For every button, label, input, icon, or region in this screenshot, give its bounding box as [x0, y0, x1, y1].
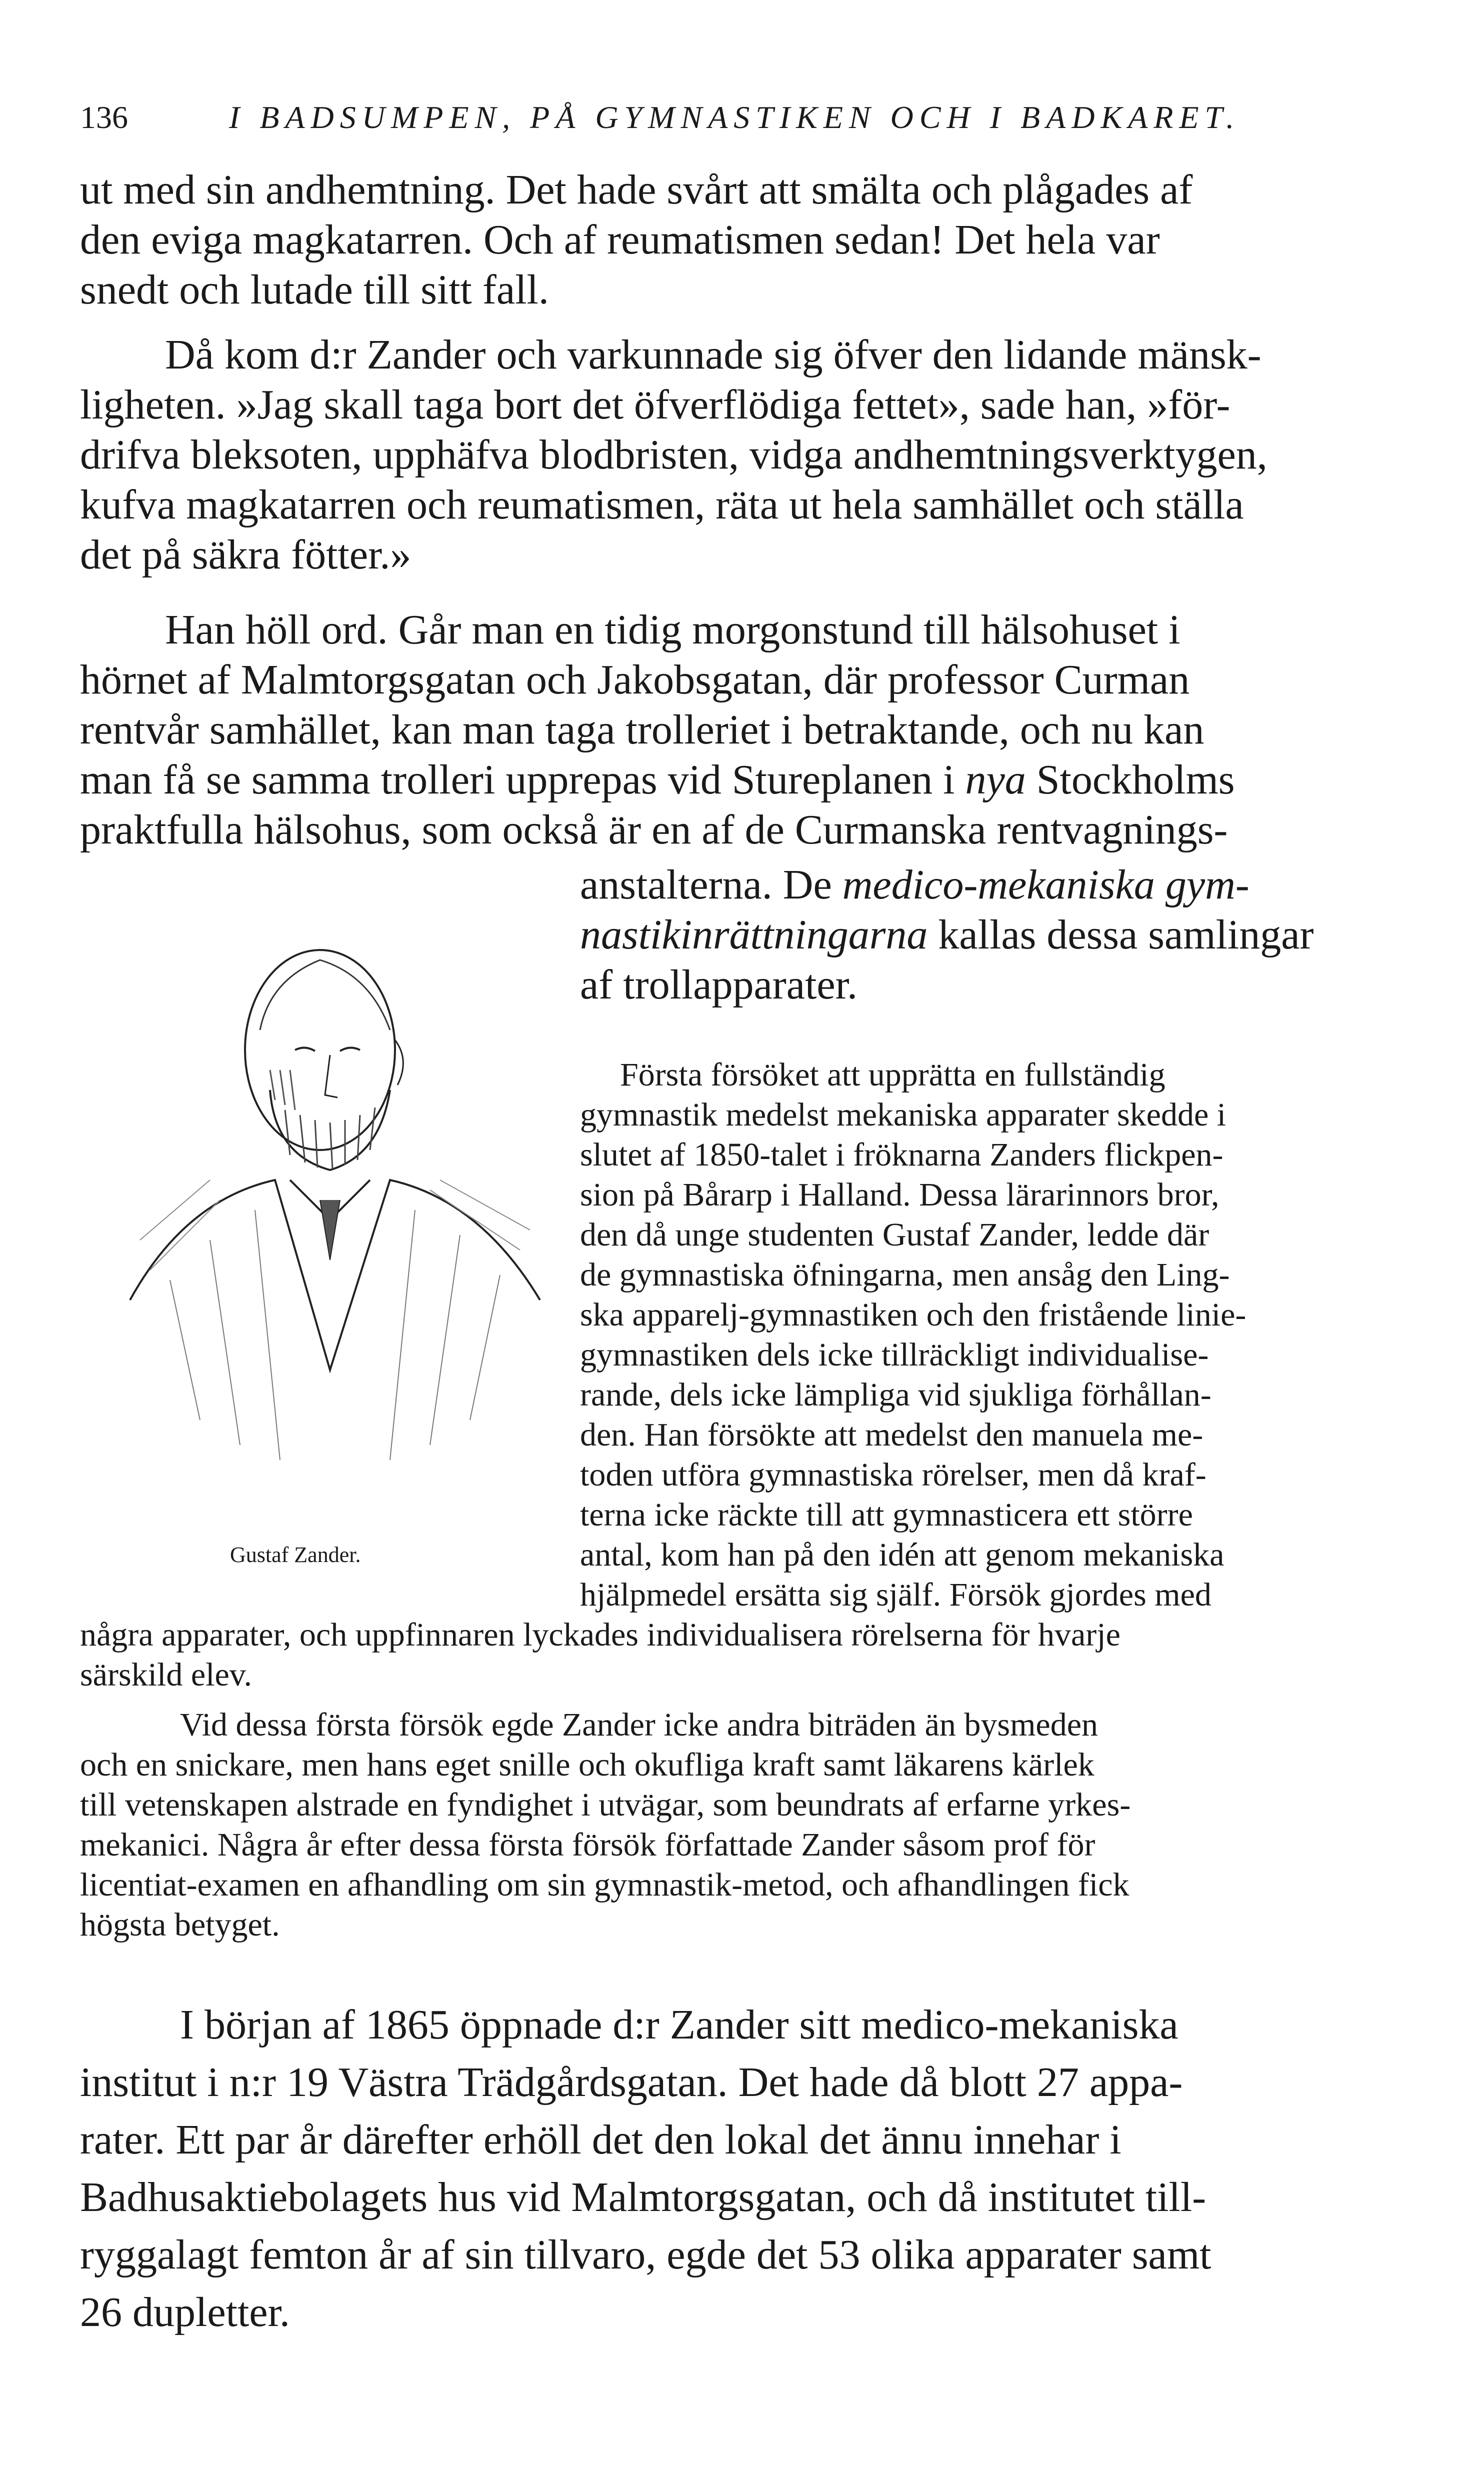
para3-italic: medico-mekaniska gym- — [842, 862, 1250, 908]
para6-line: 26 dupletter. — [80, 2289, 290, 2336]
para3-line: hörnet af Malmtorgsgatan och Jakobsgatan, där professor Curman — [80, 656, 1190, 703]
para3-line: Han höll ord. Går man en tidig morgonstund till hälsohuset i — [165, 606, 1180, 653]
para4-line: hjälpmedel ersätta sig själf. Försök gjordes med — [580, 1576, 1212, 1613]
para4-line: toden utföra gymnastiska rörelser, men då kraf- — [580, 1456, 1206, 1493]
para3-text: Stockholms — [1036, 756, 1235, 803]
para4-line: ska apparelj-gymnastiken och den fristående linie- — [580, 1296, 1246, 1333]
running-title: I BADSUMPEN, PÅ GYMNASTIKEN OCH I BADKARET. — [229, 100, 1240, 135]
para4-line: slutet af 1850-talet i fröknarna Zanders flickpen- — [580, 1136, 1224, 1173]
para4-line: gymnastiken dels icke tillräckligt individualise- — [580, 1336, 1209, 1373]
para4-line: sion på Bårarp i Halland. Dessa lärarinnors bror, — [580, 1176, 1220, 1213]
para3-italic: nastikinrättningarna — [580, 912, 928, 958]
para3-line — [80, 755, 1380, 805]
para4-line: antal, kom han på den idén att genom mekaniska — [580, 1536, 1224, 1573]
para4-line: den då unge studenten Gustaf Zander, ledde där — [580, 1216, 1210, 1253]
para3-italic: nya — [965, 756, 1026, 803]
para1-line: ut med sin andhemtning. Det hade svårt att smälta och plågades af — [80, 166, 1193, 213]
para3-line: praktfulla hälsohus, som också är en af de Curmanska rentvagnings- — [80, 806, 1228, 853]
para3-wrap-line — [580, 910, 1380, 960]
para5-line: mekanici. Några år efter dessa första försök författade Zander såsom prof för — [80, 1826, 1096, 1863]
page-number: 136 — [80, 100, 128, 135]
portrait-illustration — [110, 920, 560, 1520]
para6-line: ryggalagt femton år af sin tillvaro, egde det 53 olika apparater samt — [80, 2232, 1212, 2278]
para6-line: institut i n:r 19 Västra Trädgårdsgatan. Det hade då blott 27 appa- — [80, 2059, 1183, 2106]
para4-line: gymnastik medelst mekaniska apparater skedde i — [580, 1096, 1226, 1133]
para2-line: Då kom d:r Zander och varkunnade sig öfver den lidande mänsk- — [165, 332, 1262, 378]
para5-line: till vetenskapen alstrade en fyndighet i utvägar, som beundrats af erfarne yrkes- — [80, 1786, 1131, 1823]
para1-line: snedt och lutade till sitt fall. — [80, 266, 549, 313]
para6-line: Badhusaktiebolagets hus vid Malmtorgsgatan, och då institutet till- — [80, 2174, 1206, 2220]
para6-line: I början af 1865 öppnade d:r Zander sitt medico-mekaniska — [180, 2002, 1178, 2048]
para4-line: de gymnastiska öfningarna, men ansåg den Ling- — [580, 1256, 1230, 1293]
para4-line: rande, dels icke lämpliga vid sjukliga förhållan- — [580, 1376, 1212, 1413]
para4-line: några apparater, och uppfinnaren lyckades individualisera rörelserna för hvarje — [80, 1616, 1120, 1653]
para3-wrap-line — [580, 860, 1380, 910]
para2-line: det på säkra fötter.» — [80, 532, 412, 578]
para4-line: den. Han försökte att medelst den manuela me- — [580, 1416, 1204, 1453]
para2-line: ligheten. »Jag skall taga bort det öfverflödiga fettet», sade han, »för- — [80, 382, 1230, 428]
para4-line: Första försöket att upprätta en fullständig — [620, 1056, 1166, 1093]
para3-line: rentvår samhället, kan man taga trolleriet i betraktande, och nu kan — [80, 706, 1204, 753]
para5-line: Vid dessa första försök egde Zander icke andra biträden än bysmeden — [180, 1706, 1098, 1743]
para5-line: högsta betyget. — [80, 1906, 280, 1943]
para5-line: licentiat-examen en afhandling om sin gymnastik-metod, och afhandlingen fick — [80, 1866, 1130, 1903]
para5-line: och en snickare, men hans eget snille och okufliga kraft samt läkarens kärlek — [80, 1746, 1094, 1783]
para6-line: rater. Ett par år därefter erhöll det den lokal det ännu innehar i — [80, 2116, 1122, 2163]
para2-line: drifva bleksoten, upphäfva blodbristen, vidga andhemtningsverktygen, — [80, 432, 1268, 478]
para3-text: man få se samma trolleri upprepas vid Stureplanen i — [80, 756, 955, 803]
para3-wrap-line: af trollapparater. — [580, 962, 858, 1008]
para3-text: kallas dessa samlingar — [938, 912, 1314, 958]
para4-line: särskild elev. — [80, 1656, 252, 1693]
portrait-caption: Gustaf Zander. — [230, 1542, 361, 1567]
para4-line: terna icke räckte till att gymnasticera ett större — [580, 1496, 1193, 1533]
para2-line: kufva magkatarren och reumatismen, räta ut hela samhället och ställa — [80, 482, 1244, 528]
para3-text: anstalterna. De — [580, 862, 832, 908]
para1-line: den eviga magkatarren. Och af reumatismen sedan! Det hela var — [80, 216, 1160, 263]
